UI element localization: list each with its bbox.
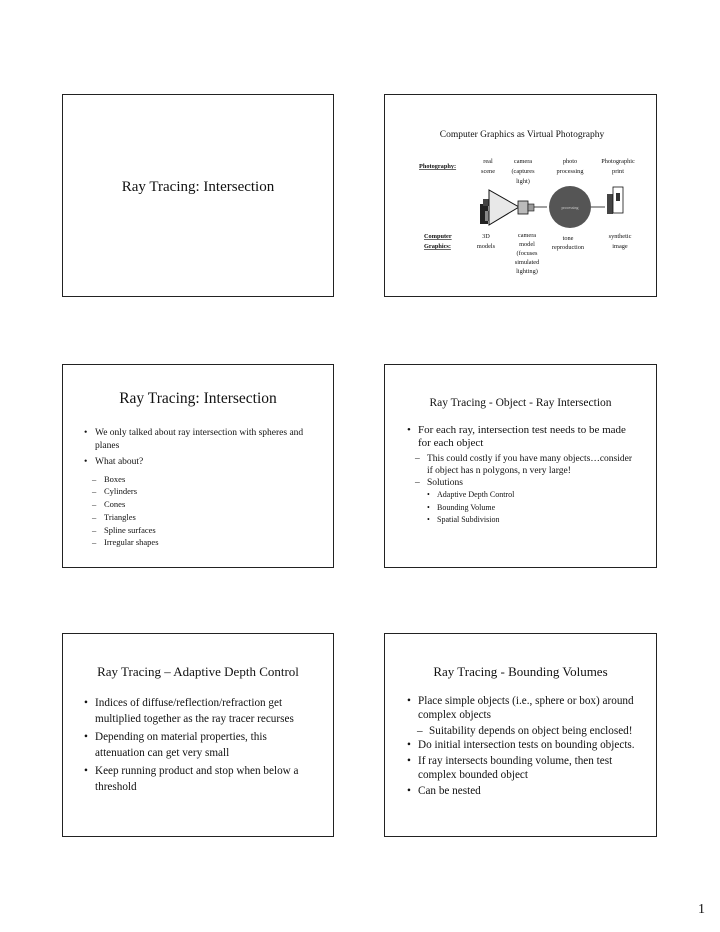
sub-item: – This could costly if you have many objects…consider if object has n polygons, n very large! [407, 454, 639, 478]
bullet-item: • What about? [84, 456, 319, 469]
sub-item: – Cones [84, 498, 319, 511]
photo-col1-line2: scene [481, 168, 495, 175]
bullet-list [407, 424, 639, 527]
slide-title-text: Ray Tracing: Intersection [121, 179, 275, 195]
print-icon [607, 187, 623, 214]
bullet-item: • Indices of diffuse/reflection/refraction get multiplied together as the ray tracer recurses [84, 695, 319, 727]
sub-sub-item: • Spatial Subdivision [407, 514, 639, 527]
graphics-label-line2: Graphics: [424, 243, 451, 250]
slide-heading: Ray Tracing - Object - Ray Intersection [429, 397, 612, 409]
processing-circle-icon [549, 186, 591, 228]
photo-col3-line1: photo [562, 158, 578, 165]
cg-col2-line1: camera [517, 232, 537, 239]
bullet-item: • For each ray, intersection test needs to be made for each object [407, 424, 639, 450]
processing-circle-label: processing [561, 205, 579, 210]
bullet-list [84, 427, 319, 549]
cg-col1-line2: models [476, 243, 496, 250]
bullet-item: • Depending on material properties, this attenuation can get very small [84, 729, 319, 761]
bullet-item: • Can be nested [407, 784, 643, 798]
photo-col2-line1: camera [513, 158, 533, 165]
slide-object-ray-intersection [384, 364, 657, 568]
cg-col4-line1: synthetic [608, 233, 632, 240]
bullet-item: • Keep running product and stop when below a threshold [84, 763, 319, 795]
photo-col3-line2: processing [556, 168, 584, 175]
photo-col4-line1: Photographic [601, 158, 635, 165]
photo-col1-line1: real [483, 158, 493, 165]
sub-item: – Suitability depends on object being enclosed! [407, 724, 643, 738]
graphics-label-line1: Computer [424, 233, 452, 240]
slide-intersection [62, 364, 334, 568]
page-number: 1 [698, 902, 705, 917]
bullet-list [84, 695, 319, 797]
photography-label: Photography: [419, 163, 457, 170]
sub-item: – Solutions [407, 478, 639, 490]
slide-bounding-volumes [384, 633, 657, 837]
slide-heading: Ray Tracing: Intersection [119, 390, 277, 407]
cg-col2-line3: (focuses [516, 250, 538, 257]
photo-col4-line2: print [612, 168, 624, 175]
virtual-photography-diagram [385, 95, 658, 298]
slide-title [62, 94, 334, 297]
cg-col2-line5: lighting) [516, 268, 538, 275]
slide-heading: Ray Tracing - Bounding Volumes [433, 664, 608, 679]
cg-col1-line1: 3D [482, 233, 490, 240]
slide-adaptive-depth [62, 633, 334, 837]
sub-item: – Irregular shapes [84, 536, 319, 549]
sub-sub-item: • Bounding Volume [407, 502, 639, 515]
cg-col3-line2: reproduction [551, 244, 585, 251]
bullet-item: • Place simple objects (i.e., sphere or box) around complex objects [407, 694, 643, 722]
cg-col2-line4: simulated [514, 259, 540, 266]
sub-item: – Triangles [84, 511, 319, 524]
slide-virtual-photography [384, 94, 657, 297]
cg-col3-line1: tone [562, 235, 574, 242]
cg-col4-line2: image [612, 243, 628, 250]
sub-item: – Boxes [84, 473, 319, 486]
photo-col2-line3: light) [516, 178, 530, 185]
diagram-title: Computer Graphics as Virtual Photography [439, 130, 605, 140]
photo-col2-line2: (captures [511, 168, 535, 175]
bullet-item: • If ray intersects bounding volume, then test complex bounded object [407, 754, 643, 782]
sub-item: – Cylinders [84, 485, 319, 498]
sub-item: – Spline surfaces [84, 524, 319, 537]
bullet-list [407, 694, 643, 800]
bullet-item: • We only talked about ray intersection with spheres and planes [84, 427, 319, 452]
sub-sub-item: • Adaptive Depth Control [407, 489, 639, 502]
camera-icon [480, 190, 547, 225]
bullet-item: • Do initial intersection tests on bounding objects. [407, 738, 643, 752]
cg-col2-line2: model [519, 241, 535, 248]
slide-heading: Ray Tracing – Adaptive Depth Control [97, 664, 299, 679]
